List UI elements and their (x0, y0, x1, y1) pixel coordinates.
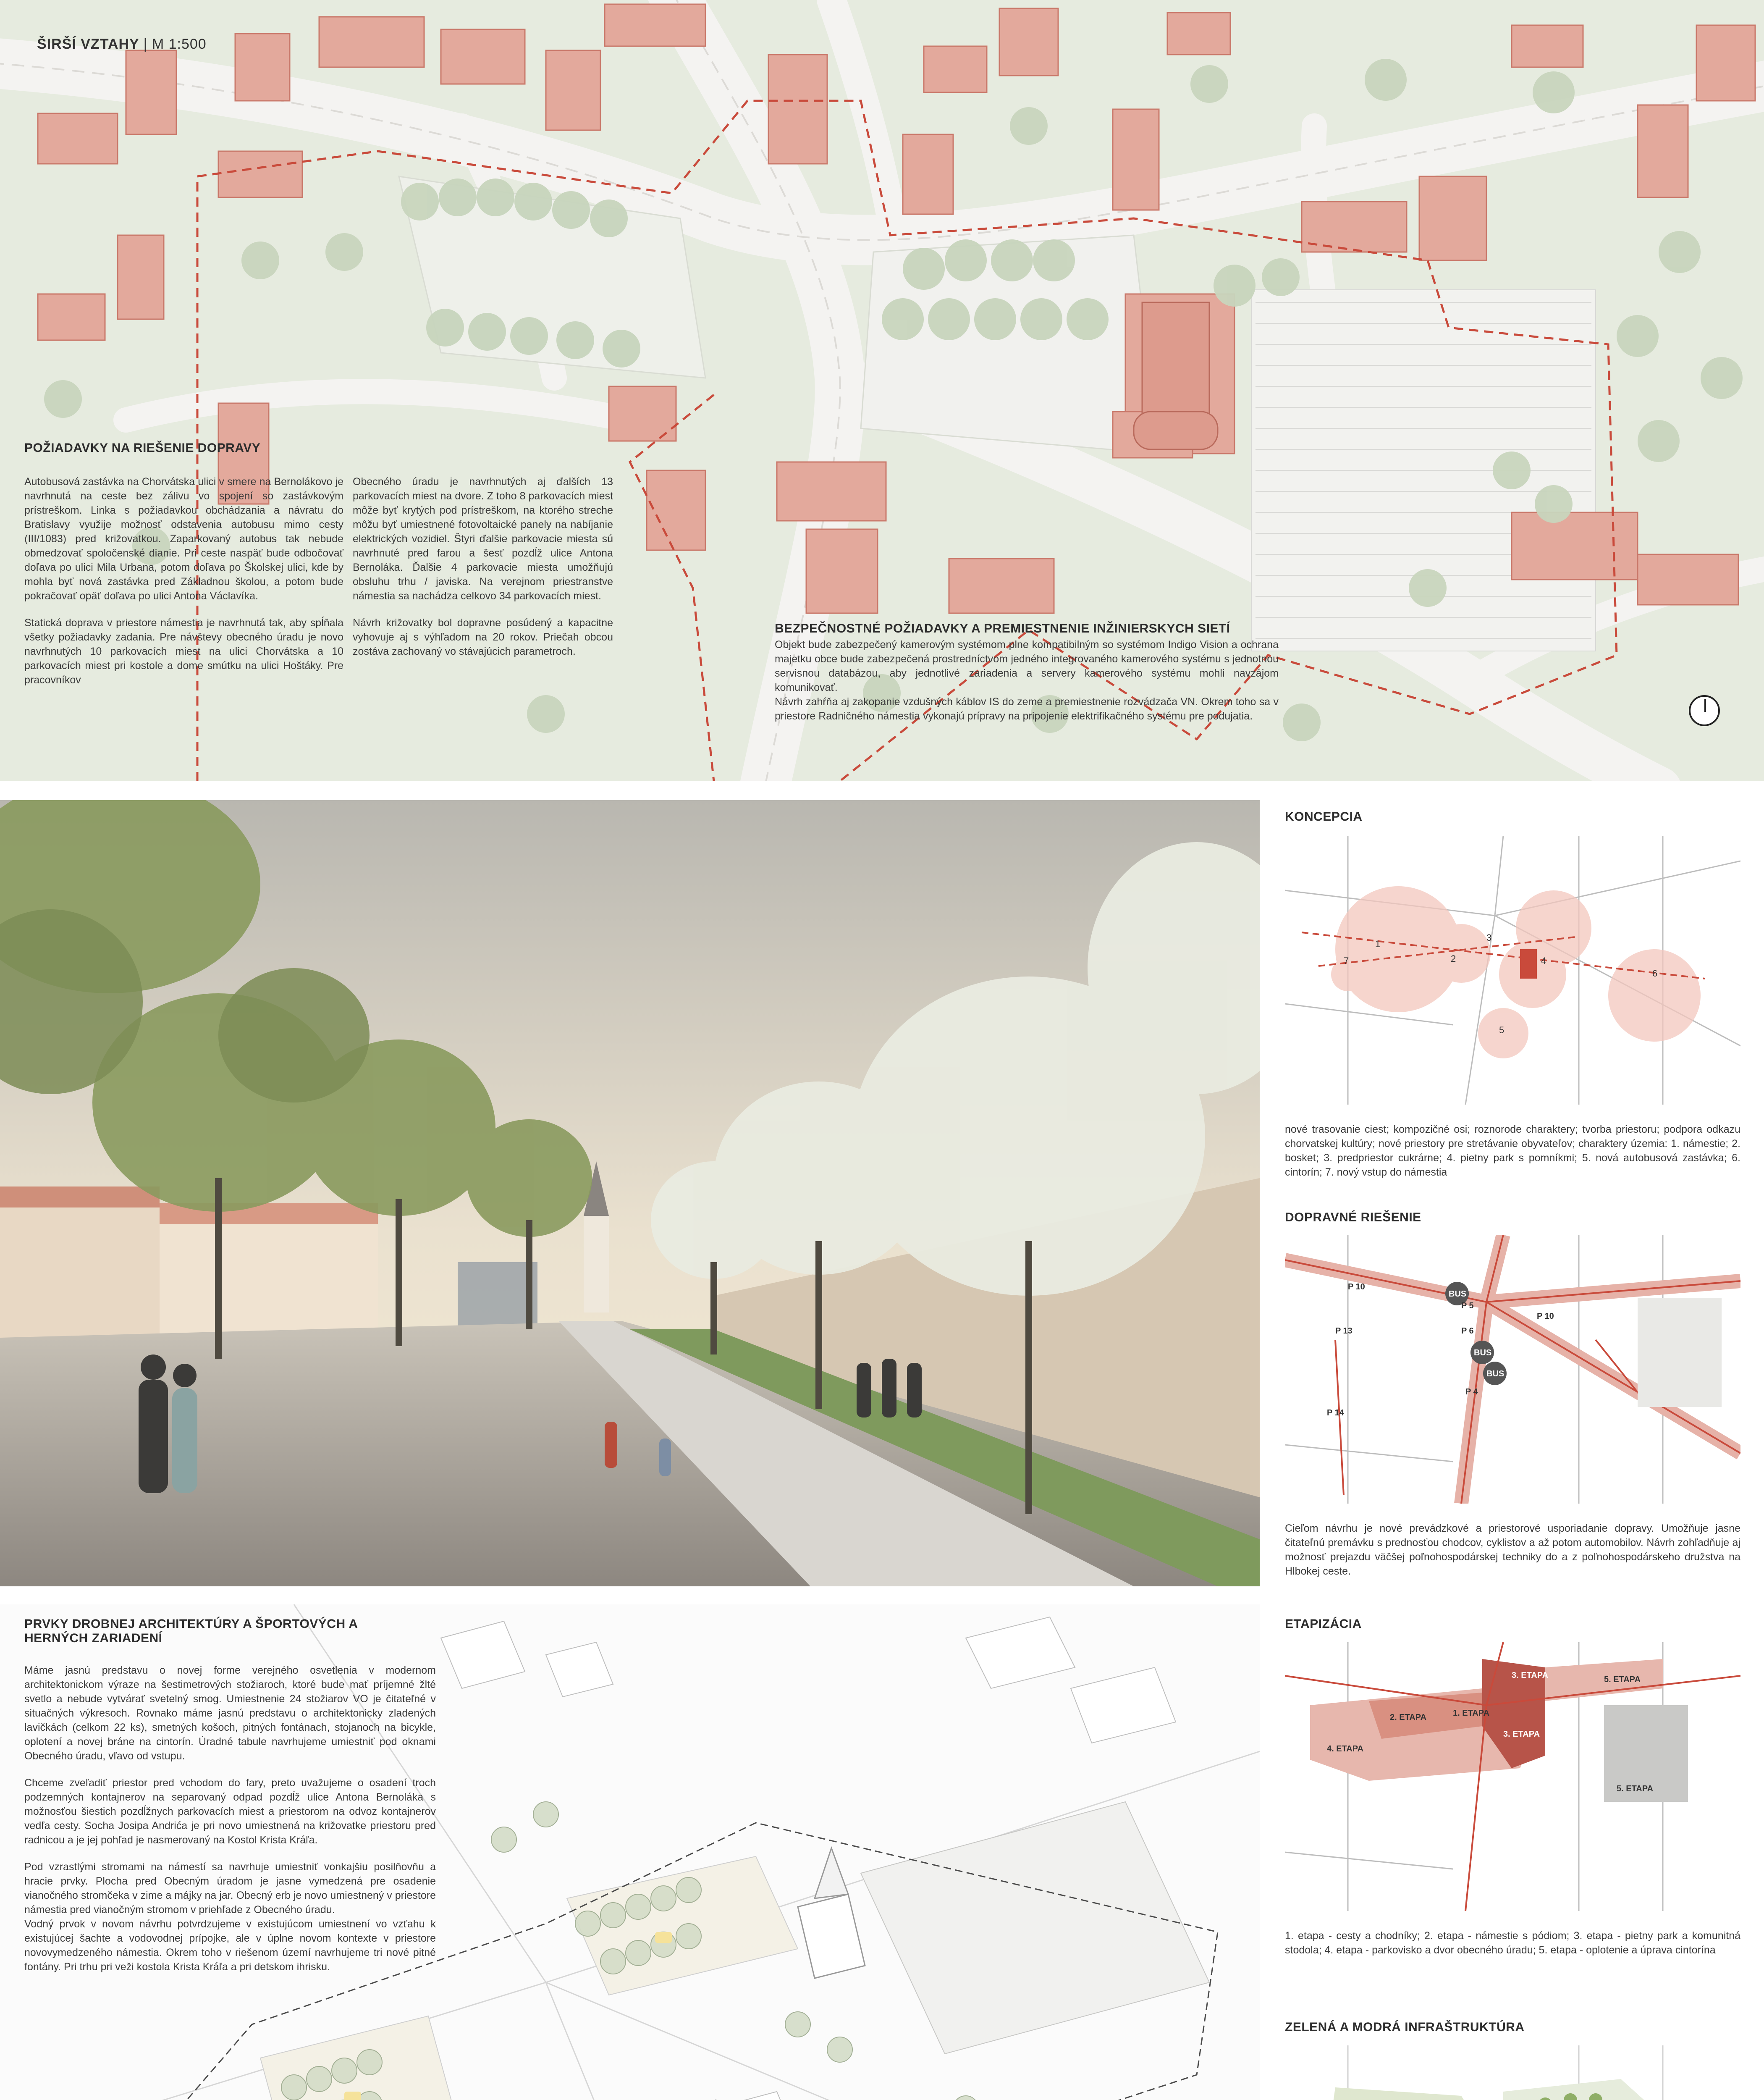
koncepcia-label-1: 1 (1375, 939, 1381, 949)
etapizacia-map (1285, 1642, 1740, 1911)
axonometric-view (0, 1604, 1260, 2100)
doprava-heading: DOPRAVNÉ RIEŠENIE (1285, 1210, 1421, 1224)
koncepcia-text: nové trasovanie ciest; kompozičné osi; roznorode charaktery; tvorba priestoru; podpora odkazu chorvatskej kultúry; nové priestory pre stretávanie obyvateľov; charaktery územia: 1. námestie; 2. bosket; 3. predpriestor cukrárne; 4. pietny park s pomníkmi; 5. nová autobusová zastávka; 6. cintorín; 7. nový vstup do námestia (1285, 1124, 1740, 1178)
site-plan (0, 0, 1764, 781)
etapa-label: 3. ETAPA (1503, 1730, 1540, 1739)
doprava-label-bus: BUS (1474, 1348, 1492, 1357)
koncepcia-label-5: 5 (1499, 1025, 1505, 1035)
etapizacia-heading: ETAPIZÁCIA (1285, 1617, 1362, 1631)
requirements-heading: POŽIADAVKY NA RIEŠENIE DOPRAVY (24, 441, 261, 455)
doprava-text: Cieľom návrhu je nové prevádzkové a priestorové usporiadanie dopravy. Umožňuje jasne čitateľnú premávku s prednosťou chodcov, cyklistov a až potom automobilov. Návrh zohľadňuje aj možnosť prejazdu väčšej poľnohospodárskej techniky do a z poľnohospodárskeho družstva na Hlbokej ceste. (1285, 1522, 1740, 1577)
requirements-column-2 (353, 475, 613, 659)
requirements-paragraph: Obecného úradu je navrhnutých aj ďalších 13 parkovacích miest na dvore. Z toho 8 parkovacích miest môže byť krytých pod prístreškom, na ktorého streche môžu byť umiestnené fotovoltaické panely na nabíjanie elektrických vozidiel. Štyri ďalšie parkovacie miesta sú navrhnuté pred farou a šesť pozdĺž ulice Antona Bernoláka. Ďalšie 4 parkovacie miesta umožňujú obsluhu trhu / javiska. Na verejnom priestranstve námestia sa nachádza celkovo 34 parkovacích miest. (353, 476, 613, 602)
axonometry-paragraph: Chceme zveľadiť priestor pred vchodom do fary, preto uvažujeme o osadení troch podzemných kontajnerov na separovaný odpad pozdĺž ulice Antona Bernoláka s možnosťou šiestich pozdĺžnych parkovacích miest a priestorom na odvoz kontajnerov vedľa cesty. Socha Josipa Andrića je pri novo umiestnená na križovatke priestoru pred radnicou a je jej pohľad je nasmerovaný na Kostol Krista Kráľa. (24, 1777, 436, 1846)
etapa-label: 4. ETAPA (1327, 1744, 1364, 1754)
security-paragraph: Objekt bude zabezpečený kamerovým systémom plne kompatibilným so systémom Indigo Vision a ochrana majetku obce bude zabezpečená prostredníctvom jedného integrovaného kamerového systému s jednotnou servisnou databázou, aby jednotlivé zariadenia a servery kamerového systému mohli navzájom komunikovať. (775, 639, 1279, 693)
doprava-label-parking: P 10 (1537, 1312, 1554, 1321)
security-heading: BEZPEČNOSTNÉ POŽIADAVKY A PREMIESTNENIE INŽINIERSKYCH SIETÍ (775, 622, 1230, 635)
security-paragraph: Návrh zahŕňa aj zakopanie vzdušných káblov IS do zeme a premiestnenie rozvádzača VN. Okrem toho sa v priestore Radničného námestia vykonajú prípravy na pripojenie elektrifikačného systému pre podujatia. (775, 696, 1279, 722)
requirements-paragraph: Návrh križovatky bol dopravne posúdený a kapacitne vyhovuje aj s výhľadom na 20 rokov. Priečah obcou zostáva zachovaný vo stávajúcich parametroch. (353, 617, 613, 657)
koncepcia-diagram (1285, 836, 1740, 1105)
etapa-label: 2. ETAPA (1390, 1713, 1427, 1722)
requirements-paragraph: Statická doprava v priestore námestia je navrhnutá tak, aby spĺňala všetky požiadavky zadania. Pre návštevy obecného úradu je novo navrhnutých 10 parkovacích miest na ulici Chorvátska a 10 parkovacích miest pri kostole a dome smútku na ulici Hoštáky. Pre pracovníkov (24, 617, 343, 686)
koncepcia-label-4: 4 (1541, 956, 1546, 966)
doprava-map (1285, 1235, 1740, 1504)
security-body (775, 638, 1279, 723)
koncepcia-heading: KONCEPCIA (1285, 810, 1363, 824)
etapa-label: 1. ETAPA (1453, 1709, 1490, 1718)
etapa-label: 5. ETAPA (1604, 1675, 1641, 1684)
koncepcia-label-2: 2 (1451, 953, 1456, 964)
doprava-label-parking: P 4 (1465, 1387, 1478, 1396)
koncepcia-label-7: 7 (1344, 956, 1349, 966)
koncepcia-label-3: 3 (1486, 932, 1492, 943)
doprava-label-parking: P 5 (1461, 1301, 1474, 1310)
etapizacia-text: 1. etapa - cesty a chodníky; 2. etapa - námestie s pódiom; 3. etapa - pietny park a komunitná stodola; 4. etapa - parkovisko a dvor obecného úradu; 5. etapa - oplotenie a úprava cintorína (1285, 1930, 1740, 1956)
north-arrow-icon (1689, 695, 1720, 726)
plan-title (37, 36, 207, 52)
doprava-label-bus: BUS (1486, 1369, 1505, 1378)
etapa-label: 5. ETAPA (1617, 1784, 1654, 1793)
doprava-diagram (1285, 1235, 1740, 1504)
perspective-render (0, 800, 1260, 1586)
doprava-label-parking: P 10 (1348, 1282, 1365, 1292)
requirements-column-1 (24, 475, 343, 687)
doprava-label-parking: P 14 (1327, 1408, 1344, 1418)
doprava-label-bus: BUS (1449, 1289, 1467, 1299)
axonometry-paragraph: Máme jasnú predstavu o novej forme verejného osvetlenia v modernom architektonickom výraze na šestimetrových stožiaroch, ktoré bude mať príjemné žlté svetlo a nebude vytvárať svetelný smog. Umiestnenie 24 stožiarov VO je čitateľné v situačných výkresoch. Rovnako máme jasnú predstavu o architektonicky zladených lavičkách (celkom 22 ks), smetných košoch, pitných fontánach, stojanoch na bicykle, oplotení a novej bráne na cintorín. Úradné tabule navrhujeme umiestniť pod oknami Obecného úradu, vľavo od vstupu. (24, 1664, 436, 1762)
render-image (0, 800, 1260, 1586)
axonometry-body (24, 1663, 436, 1974)
plan-title-text: ŠIRŠÍ VZTAHY (37, 36, 139, 52)
koncepcia-map (1285, 836, 1740, 1105)
zelena-diagram (1285, 2045, 1740, 2100)
zelena-heading: ZELENÁ A MODRÁ INFRAŠTRUKTÚRA (1285, 2020, 1525, 2034)
koncepcia-label-6: 6 (1652, 968, 1658, 979)
etapizacia-diagram (1285, 1642, 1740, 1911)
church-roof (1134, 302, 1218, 449)
axonometry-heading: PRVKY DROBNEJ ARCHITEKTÚRY A ŠPORTOVÝCH A HERNÝCH ZARIADENÍ (24, 1617, 358, 1645)
etapa-label: 3. ETAPA (1512, 1671, 1549, 1680)
axonometry-paragraph: Pod vzrastlými stromami na námestí sa navrhuje umiestniť vonkajšiu posilňovňu a hracie prvky. Plocha pred Obecným úradom je jasne vymedzená pre osadenie vianočného stromčeka v zime a májky na jar. Obecný erb je novo umiestnený v priestore námestia pred vianočným stromom v priehľade z Obecného úradu. (24, 1861, 436, 1916)
zelena-map (1285, 2045, 1740, 2100)
doprava-label-parking: P 13 (1335, 1326, 1352, 1336)
plan-scale: | M 1:500 (143, 36, 207, 52)
doprava-label-parking: P 6 (1461, 1326, 1474, 1336)
requirements-paragraph: Autobusová zastávka na Chorvátska ulici v smere na Bernolákovo je navrhnutá na ceste bez zálivu vo spojení so zastávkovým prístreškom. Linka s požiadavkou obchádzania a návratu do Bratislavy využije možnosť odstavenia autobusu mimo cesty (III/1083) pred križovatkou. Zaparkovaný autobus tak nebude obmedzovať spoločenské dianie. Pri ceste naspäť bude odbočovať doľava po ulici Mila Urbana, potom doľava po Školskej ulici, kde by mohla byť nová zastávka pred Základnou školou, a potom bude pokračovať opäť doľava po ulici Antona Václavíka. (24, 476, 343, 602)
axonometry-paragraph: Vodný prvok v novom návrhu potvrdzujeme v existujúcom umiestnení vo vzťahu k existujúcej šachte a vodovodnej prípojke, ale v úplne novom kontexte v priestore novovymedzeného námestia. Okrem toho v riešenom území navrhujeme tri nové pitné fontány. Pri trhu pri veži kostola Krista Kráľa a pri detskom ihrisku. (24, 1918, 436, 1973)
